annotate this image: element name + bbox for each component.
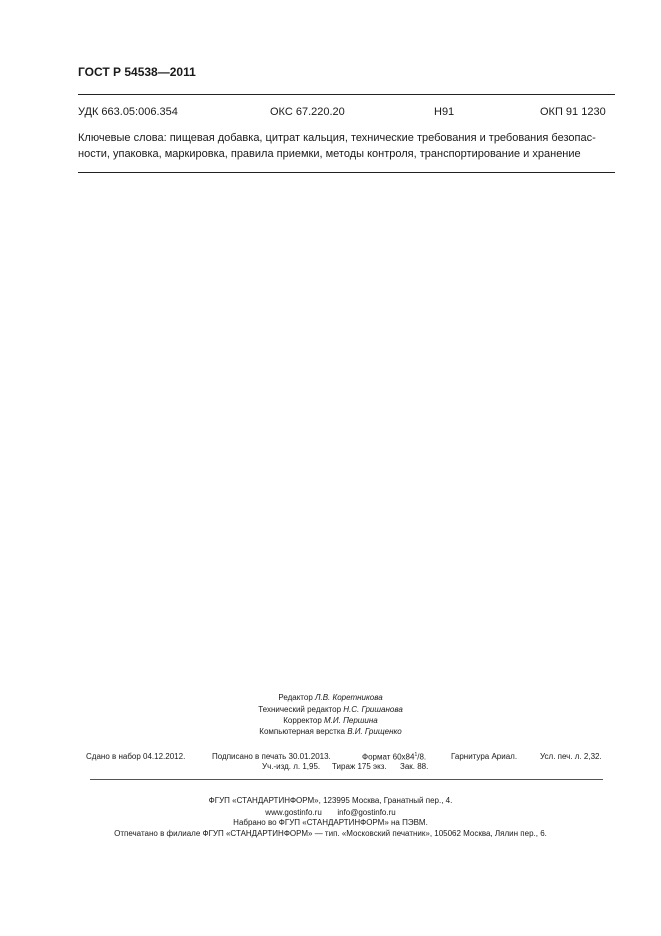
format-sup: 1 <box>414 752 418 758</box>
keywords-line-2: ности, упаковка, маркировка, правила приемки, методы контроля, транспортирование и хранение <box>78 148 581 160</box>
imprint-circulation: Тираж 175 экз. <box>332 762 387 771</box>
keywords-rule <box>78 172 615 173</box>
credit-layout <box>0 727 661 736</box>
layout-name: В.И. Грищенко <box>347 727 402 736</box>
oks-code: ОКС 67.220.20 <box>270 106 345 118</box>
imprint-signed: Подписано в печать 30.01.2013. <box>212 752 331 761</box>
corrector-label: Корректор <box>283 716 322 725</box>
imprint-order: Зак. 88. <box>400 762 429 771</box>
keywords-block <box>78 130 618 162</box>
credit-tech-editor <box>0 705 661 714</box>
standard-number: ГОСТ Р 54538—2011 <box>78 65 196 79</box>
editor-label: Редактор <box>278 693 313 702</box>
imprint-rule <box>90 779 603 780</box>
publisher-email-link[interactable]: info@gostinfo.ru <box>337 808 396 817</box>
imprint-format <box>362 752 426 762</box>
header-rule <box>78 94 615 95</box>
corrector-name: М.И. Першина <box>324 716 378 725</box>
publisher-printed: Отпечатано в филиале ФГУП «СТАНДАРТИНФОРМ» — тип. «Московский печатник», 105062 Москва, Лялин пер., 6. <box>114 829 547 838</box>
imprint-submitted: Сдано в набор 04.12.2012. <box>86 752 186 761</box>
publisher-site-link[interactable]: www.gostinfo.ru <box>265 808 322 817</box>
udk-code: УДК 663.05:006.354 <box>78 106 178 118</box>
publisher-contacts <box>0 808 661 817</box>
format-suffix: /8. <box>417 752 427 762</box>
format-prefix: Формат 60x84 <box>362 752 415 762</box>
imprint-print-sheets: Усл. печ. л. 2,32. <box>540 752 602 761</box>
group-code: Н91 <box>434 106 455 118</box>
imprint-font: Гарнитура Ариал. <box>451 752 518 761</box>
tech-editor-name: Н.С. Гришанова <box>343 705 403 714</box>
credit-corrector <box>0 716 661 725</box>
keywords-line-1: Ключевые слова: пищевая добавка, цитрат кальция, технические требования и требования безопас- <box>78 132 596 144</box>
publisher-typeset: Набрано во ФГУП «СТАНДАРТИНФОРМ» на ПЭВМ. <box>233 818 428 827</box>
tech-editor-label: Технический редактор <box>258 705 342 714</box>
editor-name: Л.В. Коретникова <box>315 693 383 702</box>
okp-code: ОКП 91 1230 <box>540 106 606 118</box>
imprint-pub-sheets: Уч.-изд. л. 1,95. <box>262 762 321 771</box>
credit-editor <box>0 693 661 702</box>
layout-label: Компьютерная верстка <box>259 727 345 736</box>
publisher-address: ФГУП «СТАНДАРТИНФОРМ», 123995 Москва, Гранатный пер., 4. <box>208 796 453 805</box>
